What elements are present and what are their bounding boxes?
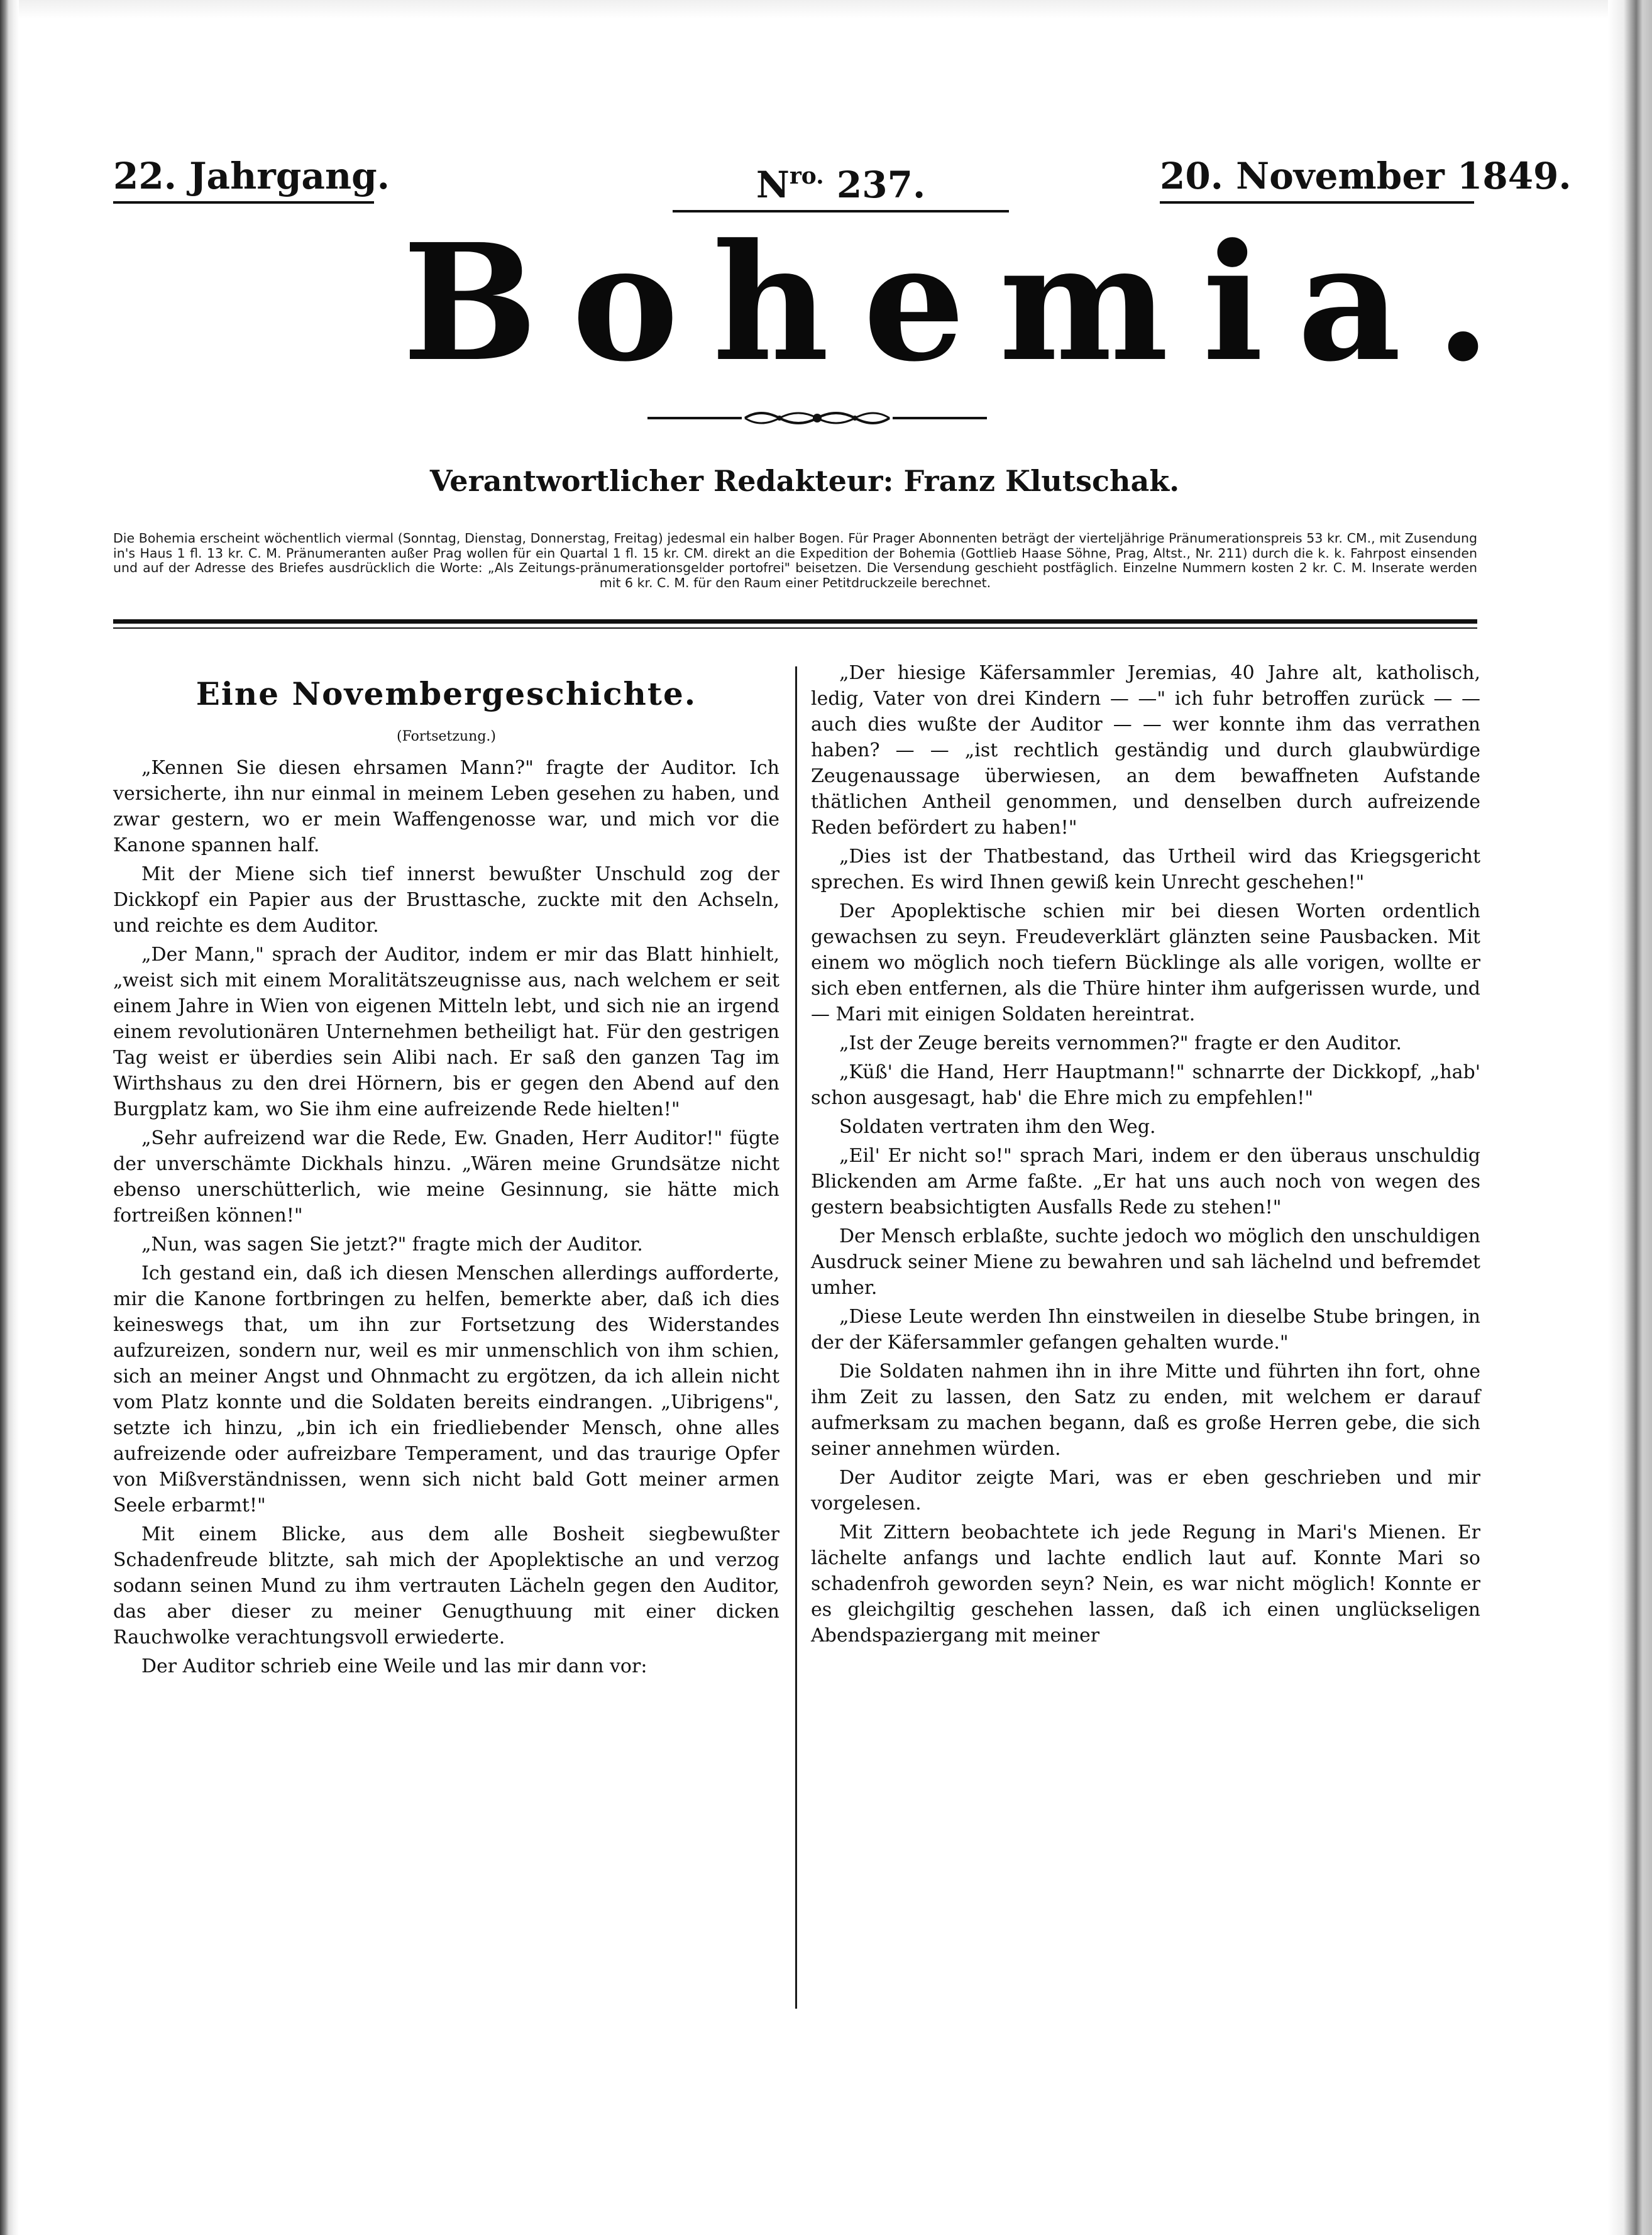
issue-number-value: 237. xyxy=(836,163,926,206)
article-column-right xyxy=(811,660,1480,1652)
article-title: Eine Novembergeschichte. xyxy=(195,675,697,712)
paragraph: Mit Zittern beobachtete ich jede Regung in Mari's Mienen. Er lächelte anfangs und lachte endlich laut auf. Konnte Mari so schadenfroh geworden seyn? Nein, es war nicht möglich! Konnte er es gleichgiltig geschehen lassen, daß ich einen unglückseligen Abendspaziergang mit meiner xyxy=(811,1521,1480,1647)
paragraph: Die Soldaten nahmen ihn in ihre Mitte und führten ihn fort, ohne ihm Zeit zu lassen, den Satz zu enden, mit welchem er darauf aufmerksam zu machen begann, daß es große Herren gebe, die sich seiner annehmen würden. xyxy=(811,1360,1480,1460)
paragraph: „Eil' Er nicht so!" sprach Mari, indem er den überaus unschuldig Blickenden am Arme faßte. „Er hat uns auch noch von wegen des gestern beabsichtigten Ausfalls Rede zu stehen!" xyxy=(811,1145,1480,1218)
issue-number-sup: ro. xyxy=(789,163,824,189)
subscription-notice: Die Bohemia erscheint wöchentlich viermal (Sonntag, Dienstag, Donnerstag, Freitag) jedesmal ein halber Bogen. Für Prager Abonnenten beträgt der vierteljährige Pränumerationspreis 53 kr. CM., mit Zusendung in's Haus 1 fl. 13 kr. C. M. Pränumeranten außer Prag wollen für ein Quartal 1 fl. 15 kr. CM. direkt an die Expedition der Bohemia (Gottlieb Haase Söhne, Prag, Altst., Nr. 211) durch die k. k. Fahrpost einsenden und auf der Adresse des Briefes ausdrücklich die Worte: „Als Zeitungs-pränumerationsgelder portofrei" beisetzen. Die Versendung geschieht postfäglich. Einzelne Nummern kosten 2 kr. C. M. Inserate werden mit 6 kr. C. M. für den Raum einer Petitdruckzeile berechnet. xyxy=(113,531,1477,590)
paragraph: Der Auditor schrieb eine Weile und las mir dann vor: xyxy=(141,1655,647,1677)
ornament-flourish-icon xyxy=(742,406,893,431)
volume-label: 22. Jahrgang. xyxy=(113,151,374,204)
issue-date: 20. November 1849. xyxy=(1160,151,1474,204)
page-binding-edge xyxy=(0,0,19,2235)
paragraph: „Der hiesige Käfersammler Jeremias, 40 Jahre alt, katholisch, ledig, Vater von drei Kindern — —" ich fuhr betroffen zurück — — auch dies wußte der Auditor — — wer konnte ihm das verrathen haben? — — „ist rechtlich geständig und durch glaubwürdige Zeugenaussage überwiesen, an dem bewaffneten Aufstande thätlichen Antheil genommen, und denselben durch aufreizende Reden befördert zu haben!" xyxy=(811,662,1480,839)
article-subtitle: (Fortsetzung.) xyxy=(397,729,496,744)
paragraph: Der Apoplektische schien mir bei diesen Worten ordentlich gewachsen zu seyn. Freudeverklärt glänzten seine Pausbacken. Mit einem wo möglich noch tiefern Bücklinge als alle vorigen, wollte er sich eben entfernen, als die Thüre hinter ihm aufgerissen wurde, und — Mari mit einigen Soldaten hereintrat. xyxy=(811,900,1480,1025)
paragraph: Der Mensch erblaßte, suchte jedoch wo möglich den unschuldigen Ausdruck seiner Miene zu bewahren und sah lächelnd und befremdet umher. xyxy=(811,1225,1480,1299)
paragraph: „Der Mann," sprach der Auditor, indem er mir das Blatt hinhielt, „weist sich mit einem Moralitätszeugnisse aus, nach welchem er seit einem Jahre in Wien von eigenen Mitteln lebt, und sich nie an irgend einem revolutionären Unternehmen betheiligt hat. Für den gestrigen Tag weist er überdies sein Alibi nach. Er saß den ganzen Tag im Wirthshaus zu den drei Hörnern, bis er gegen den Abend auf den Burgplatz kam, wo Sie ihm eine aufreizende Rede hielten!" xyxy=(113,944,779,1120)
paragraph: „Küß' die Hand, Herr Hauptmann!" schnarrte der Dickkopf, „hab' schon ausgesagt, hab' die Ehre mich zu empfehlen!" xyxy=(811,1061,1480,1109)
paragraph: Ich gestand ein, daß ich diesen Menschen allerdings aufforderte, mir die Kanone fortbringen zu helfen, bemerkte aber, daß ich dies keineswegs that, um ihn zur Fortsetzung des Widerstandes aufzureizen, sondern nur, weil es mir unmenschlich von ihm schien, sich an meiner Angst und Ohnmacht zu ergötzen, da ich allein nicht vom Platz konnte und die Soldaten bereits eindrangen. „Uibrigens", setzte ich hinzu, „bin ich ein friedliebender Mensch, ohne alles aufreizende oder aufreizbare Temperament, und das traurige Opfer von Mißverständnissen, wenn sich nicht bald Gott meiner armen Seele erbarmt!" xyxy=(113,1262,779,1516)
issue-number xyxy=(673,151,1009,212)
ornament-rule-right xyxy=(893,417,987,419)
paragraph: „Kennen Sie diesen ehrsamen Mann?" fragte der Auditor. Ich versicherte, ihn nur einmal in meinem Leben gesehen zu haben, und zwar gestern, wo er mein Waffengenosse war, und mich vor die Kanone spannen half. xyxy=(113,757,779,856)
ornament-rule-left xyxy=(647,417,742,419)
paragraph: „Ist der Zeuge bereits vernommen?" fragte er den Auditor. xyxy=(839,1032,1402,1054)
paragraph: „Dies ist der Thatbestand, das Urtheil wird das Kriegsgericht sprechen. Es wird Ihnen gewiß kein Unrecht geschehen!" xyxy=(811,846,1480,893)
column-divider xyxy=(795,666,797,2009)
page-top-edge xyxy=(19,0,1608,19)
paragraph: „Nun, was sagen Sie jetzt?" fragte mich der Auditor. xyxy=(141,1233,643,1255)
editor-line: Verantwortlicher Redakteur: Franz Klutschak. xyxy=(429,464,1180,498)
paragraph: „Diese Leute werden Ihn einstweilen in dieselbe Stube bringen, in der der Käfersammler gefangen gehalten wurde." xyxy=(811,1306,1480,1354)
paragraph: Mit einem Blicke, aus dem alle Bosheit siegbewußter Schadenfreude blitzte, sah mich der Apoplektische an und verzog sodann seinen Mund zu ihm vertrauten Lächeln gegen den Auditor, das aber dieser zu meiner Genugthuung mit einer dicken Rauchwolke verachtungsvoll erwiederte. xyxy=(113,1523,779,1648)
paragraph: Der Auditor zeigte Mari, was er eben geschrieben und mir vorgelesen. xyxy=(811,1467,1480,1515)
paragraph: Mit der Miene sich tief innerst bewußter Unschuld zog der Dickkopf ein Papier aus der Brusttasche, zuckte mit den Achseln, und reichte es dem Auditor. xyxy=(113,863,779,937)
paragraph: Soldaten vertraten ihm den Weg. xyxy=(839,1116,1156,1138)
header-rule-thin xyxy=(113,627,1477,629)
newspaper-title: Bohemia. xyxy=(402,209,1525,397)
scan-right-edge xyxy=(1608,0,1652,2235)
article-column-left xyxy=(113,670,779,1682)
title-ornament xyxy=(647,406,987,431)
issue-number-prefix: N xyxy=(756,163,790,206)
header-rule-thick xyxy=(113,619,1477,624)
paragraph: „Sehr aufreizend war die Rede, Ew. Gnaden, Herr Auditor!" fügte der unverschämte Dickhals hinzu. „Wären meine Grundsätze nicht ebenso unerschütterlich, wie meine Gesinnung, sie hätte mich fortreißen können!" xyxy=(113,1127,779,1227)
